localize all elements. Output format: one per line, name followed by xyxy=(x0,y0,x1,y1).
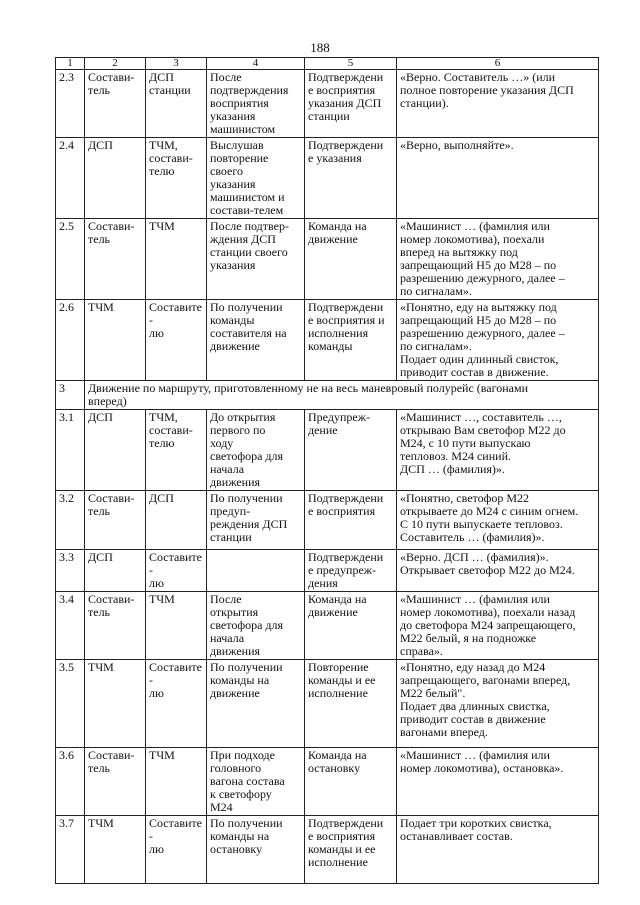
message-type-cell: Команда на остановку xyxy=(305,748,397,816)
message-type-cell: Подтверждени е восприятия и исполнения команды xyxy=(305,300,397,381)
message-text-cell: «Верно. Составитель …» (или полное повторение указания ДСП станции). xyxy=(397,70,599,138)
from-cell: Состави- тель xyxy=(85,592,146,660)
table-row xyxy=(56,410,599,491)
to-cell: ТЧМ xyxy=(146,748,207,816)
table-row xyxy=(56,138,599,219)
table-row xyxy=(56,491,599,550)
message-text-cell: «Понятно, еду на вытяжку под запрещающий Н5 до М28 – по разрешению дежурного, далее – по сигналам». Подает один длинный свисток, приводит состав в движение. xyxy=(397,300,599,381)
table-row xyxy=(56,660,599,748)
from-cell: ДСП xyxy=(85,550,146,592)
from-cell: Состави- тель xyxy=(85,748,146,816)
column-header-5: 5 xyxy=(305,58,397,70)
message-type-cell: Подтверждени е восприятия указания ДСП станции xyxy=(305,70,397,138)
condition-cell: По получении предуп- реждения ДСП станции xyxy=(207,491,305,550)
to-cell: ДСП xyxy=(146,491,207,550)
table-row xyxy=(56,300,599,381)
message-type-cell: Команда на движение xyxy=(305,219,397,300)
to-cell: ТЧМ, состави- телю xyxy=(146,410,207,491)
column-header-3: 3 xyxy=(146,58,207,70)
to-cell: ДСП станции xyxy=(146,70,207,138)
condition-cell: По получении команды на движение xyxy=(207,660,305,748)
row-number: 3.7 xyxy=(56,816,85,884)
message-type-cell: Предупреж- дение xyxy=(305,410,397,491)
message-text-cell: «Машинист … (фамилия или номер локомотива), поехали назад до светофора М24 запрещающего, М22 белый, я на подножке справа». xyxy=(397,592,599,660)
row-number: 3.3 xyxy=(56,550,85,592)
table-row xyxy=(56,592,599,660)
from-cell: ДСП xyxy=(85,410,146,491)
condition-cell: При подходе головного вагона состава к светофору М24 xyxy=(207,748,305,816)
table-row xyxy=(56,816,599,884)
condition-cell: После подтверждения восприятия указания машинистом xyxy=(207,70,305,138)
from-cell: Состави- тель xyxy=(85,491,146,550)
table-row xyxy=(56,70,599,138)
from-cell: ТЧМ xyxy=(85,816,146,884)
to-cell: Составите- лю xyxy=(146,816,207,884)
column-header-1: 1 xyxy=(56,58,85,70)
message-type-cell: Подтверждени е указания xyxy=(305,138,397,219)
to-cell: Составите- лю xyxy=(146,660,207,748)
to-cell: Составите- лю xyxy=(146,550,207,592)
table-row xyxy=(56,748,599,816)
to-cell: ТЧМ xyxy=(146,592,207,660)
procedure-table xyxy=(55,57,599,884)
from-cell: Состави- тель xyxy=(85,219,146,300)
message-text-cell: «Машинист … (фамилия или номер локомотива), поехали вперед на вытяжку под запрещающий Н5 до М28 – по разрешению дежурного, далее – по сигналам». xyxy=(397,219,599,300)
message-text-cell: «Верно, выполняйте». xyxy=(397,138,599,219)
table-row xyxy=(56,219,599,300)
to-cell: ТЧМ, состави- телю xyxy=(146,138,207,219)
row-number: 2.6 xyxy=(56,300,85,381)
message-text-cell: «Понятно, еду назад до М24 запрещающего, вагонами вперед, М22 белый". Подает два длинных свистка, приводит состав в движение вагонами вперед. xyxy=(397,660,599,748)
row-number: 2.3 xyxy=(56,70,85,138)
message-type-cell: Повторение команды и ее исполнение xyxy=(305,660,397,748)
to-cell: ТЧМ xyxy=(146,219,207,300)
condition-cell: После открытия светофора для начала движения xyxy=(207,592,305,660)
message-text-cell: «Машинист … (фамилия или номер локомотива), остановка». xyxy=(397,748,599,816)
column-header-2: 2 xyxy=(85,58,146,70)
column-header-row xyxy=(56,58,599,70)
condition-cell: По получении команды на остановку xyxy=(207,816,305,884)
condition-cell: После подтвер- ждения ДСП станции своего указания xyxy=(207,219,305,300)
message-type-cell: Подтверждени е восприятия команды и ее исполнение xyxy=(305,816,397,884)
message-text-cell: «Верно. ДСП … (фамилия)». Открывает светофор М22 до М24. xyxy=(397,550,599,592)
table-body xyxy=(56,58,599,884)
row-number: 2.5 xyxy=(56,219,85,300)
row-number: 2.4 xyxy=(56,138,85,219)
from-cell: ДСП xyxy=(85,138,146,219)
condition-cell xyxy=(207,550,305,592)
row-number: 3.4 xyxy=(56,592,85,660)
row-number: 3.6 xyxy=(56,748,85,816)
row-number: 3.1 xyxy=(56,410,85,491)
section-number: 3 xyxy=(56,381,85,410)
from-cell: ТЧМ xyxy=(85,300,146,381)
message-type-cell: Команда на движение xyxy=(305,592,397,660)
message-type-cell: Подтверждени е предупреж- дения xyxy=(305,550,397,592)
section-row xyxy=(56,381,599,410)
message-type-cell: Подтверждени е восприятия xyxy=(305,491,397,550)
message-text-cell: «Понятно, светофор М22 открываете до М24 с синим огнем. С 10 пути выпускаете тепловоз. Составитель … (фамилия)». xyxy=(397,491,599,550)
row-number: 3.5 xyxy=(56,660,85,748)
condition-cell: Выслушав повторение своего указания машинистом и состави-телем xyxy=(207,138,305,219)
row-number: 3.2 xyxy=(56,491,85,550)
from-cell: Состави- тель xyxy=(85,70,146,138)
to-cell: Составите- лю xyxy=(146,300,207,381)
message-text-cell: «Машинист …, составитель …, открываю Вам светофор М22 до М24, с 10 пути выпускаю тепловоз. М24 синий. ДСП … (фамилия)». xyxy=(397,410,599,491)
table-row xyxy=(56,550,599,592)
from-cell: ТЧМ xyxy=(85,660,146,748)
condition-cell: До открытия первого по ходу светофора для начала движения xyxy=(207,410,305,491)
column-header-4: 4 xyxy=(207,58,305,70)
message-text-cell: Подает три коротких свистка, останавливает состав. xyxy=(397,816,599,884)
section-title: Движение по маршруту, приготовленному не на весь маневровый полурейс (вагонами вперед) xyxy=(85,381,599,410)
condition-cell: По получении команды составителя на движение xyxy=(207,300,305,381)
page-number: 188 xyxy=(310,40,330,55)
column-header-6: 6 xyxy=(397,58,599,70)
